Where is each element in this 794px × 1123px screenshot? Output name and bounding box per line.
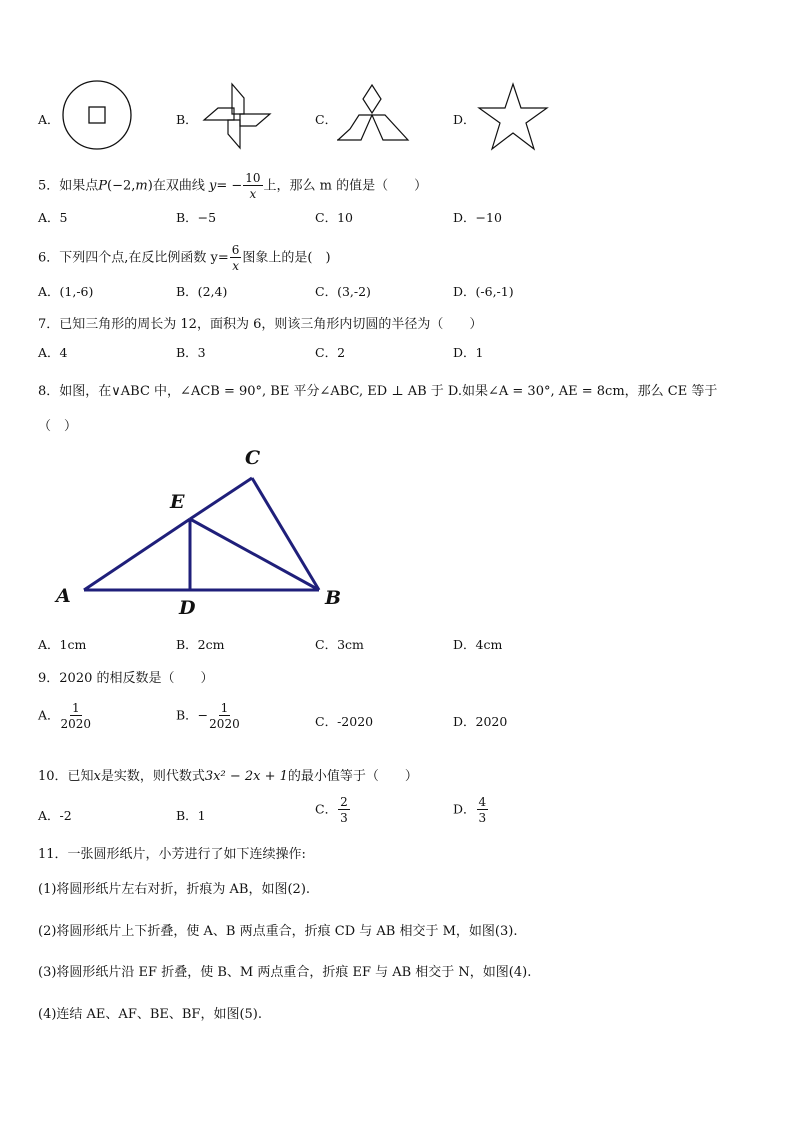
q10-option-c-label: C． — [315, 801, 338, 817]
q5-suffix: 上，那么 m 的值是（ ） — [263, 178, 428, 194]
pinwheel-icon — [200, 80, 272, 152]
q8-answer-paren: （ ） — [38, 419, 78, 434]
q5-close: ) — [147, 178, 153, 194]
q10-stem — [38, 765, 418, 784]
q10-option-d-label: D． — [453, 801, 476, 817]
figure-label-c: C — [245, 447, 261, 469]
q10-prefix: 10．已知 — [38, 769, 94, 784]
q10-x: x — [93, 769, 101, 784]
q10-mid: 是实数，则代数式 — [100, 769, 205, 784]
q8-stem: 8．如图，在∨ABC 中，∠ACB = 90°, BE 平分∠ABC, ED ⊥ AB 于 D.如果∠A = 30°, AE = 8cm，那么 CE 等于 — [38, 384, 718, 399]
q10-d-num: 4 — [478, 795, 487, 809]
q7-option-a: A．4 — [38, 345, 68, 360]
q5-point: P — [98, 178, 108, 194]
q9-a-num: 1 — [71, 701, 80, 715]
q11-intro: 11．一张圆形纸片，小芳进行了如下连续操作: — [38, 847, 306, 862]
q5-coords: (−2, — [107, 178, 136, 194]
q9-option-b — [176, 702, 241, 730]
q6-option-c: C．(3,-2) — [315, 284, 371, 299]
q8-option-c: C．3cm — [315, 637, 364, 652]
q10-option-d-fraction — [477, 796, 489, 824]
q8-option-a: A．1cm — [38, 637, 87, 652]
q10-c-den: 3 — [340, 811, 348, 825]
q5-prefix: 5．如果点 — [38, 178, 99, 194]
q6-prefix: 6．下列四个点,在反比例函数 y= — [38, 250, 229, 266]
q9-option-d: D．2020 — [453, 714, 508, 729]
figure-label-b: B — [325, 587, 342, 609]
q10-option-a: A．-2 — [38, 808, 72, 823]
q9-option-a-fraction — [61, 702, 92, 730]
q5-fraction-den: x — [249, 187, 257, 201]
q10-expression: 3x² − 2x + 1 — [204, 769, 288, 784]
figure-label-d: D — [179, 597, 196, 619]
q9-option-a — [38, 702, 92, 730]
q5-mid: 在双曲线 — [152, 178, 205, 194]
q11-step-3: (3)将圆形纸片沿 EF 折叠，使 B、M 两点重合，折痕 EF 与 AB 相交于 N，如图(4). — [38, 965, 532, 980]
q5-y: y — [208, 178, 217, 194]
q6-option-d: D．(-6,-1) — [453, 284, 514, 299]
q10-option-b: B．1 — [176, 808, 206, 823]
q6-suffix: 图象上的是( ) — [242, 250, 331, 266]
q7-option-c: C．2 — [315, 345, 346, 360]
q5-stem — [38, 172, 427, 200]
q9-b-num: 1 — [220, 701, 229, 715]
q10-option-c — [315, 796, 351, 824]
q5-fraction — [243, 172, 262, 200]
q7-option-d: D．1 — [453, 345, 484, 360]
star-icon — [478, 82, 550, 152]
q5-fraction-num: 10 — [245, 171, 261, 185]
q9-option-c: C．-2020 — [315, 714, 374, 729]
q8-option-b: B．2cm — [176, 637, 225, 652]
q5-option-b: B．−5 — [176, 210, 217, 225]
q4-option-b-label: B． — [176, 112, 198, 127]
q8-option-d: D．4cm — [453, 637, 503, 652]
q4-option-a-label: A． — [38, 112, 60, 127]
q5-m: m — [135, 178, 148, 194]
q7-option-b: B．3 — [176, 345, 206, 360]
q4-option-c-label: C． — [315, 112, 338, 127]
q6-stem — [38, 244, 331, 272]
q5-option-c: C．10 — [315, 210, 353, 225]
q10-option-d — [453, 796, 489, 824]
q5-option-a: A．5 — [38, 210, 68, 225]
q5-eq: = − — [216, 178, 243, 194]
q10-c-num: 2 — [340, 795, 348, 809]
q6-option-a: A．(1,-6) — [38, 284, 94, 299]
segment-eb — [190, 519, 319, 590]
q9-option-a-label: A． — [38, 707, 60, 723]
q11-step-2: (2)将圆形纸片上下折叠，使 A、B 两点重合，折痕 CD 与 AB 相交于 M，如图(3). — [38, 924, 518, 939]
q10-d-den: 3 — [478, 811, 487, 825]
figure-label-a: A — [56, 585, 71, 607]
q9-option-b-label: B．− — [176, 707, 209, 723]
q9-stem: 9．2020 的相反数是（ ） — [38, 671, 214, 686]
q6-fraction-num: 6 — [231, 243, 240, 257]
triangle-figure — [0, 440, 794, 630]
q11-step-1: (1)将圆形纸片左右对折，折痕为 AB，如图(2). — [38, 882, 311, 897]
circle-with-square-icon — [62, 80, 134, 152]
q9-option-b-fraction — [209, 702, 240, 730]
q6-fraction — [230, 244, 242, 272]
q4-option-d-label: D． — [453, 112, 476, 127]
q9-a-den: 2020 — [60, 717, 92, 731]
q7-stem: 7．已知三角形的周长为 12，面积为 6，则该三角形内切圆的半径为（ ） — [38, 317, 483, 332]
q9-b-den: 2020 — [209, 717, 240, 731]
segment-ea — [84, 519, 190, 590]
q5-option-d: D．−10 — [453, 210, 502, 225]
three-rhombus-icon — [337, 82, 409, 144]
q6-option-b: B．(2,4) — [176, 284, 228, 299]
q6-fraction-den: x — [232, 259, 239, 273]
figure-label-e: E — [170, 491, 185, 513]
q11-step-4: (4)连结 AE、AF、BE、BF，如图(5). — [38, 1007, 262, 1022]
q10-option-c-fraction — [338, 796, 350, 824]
q10-suffix: 的最小值等于（ ） — [287, 769, 418, 784]
segment-ce — [190, 478, 252, 519]
